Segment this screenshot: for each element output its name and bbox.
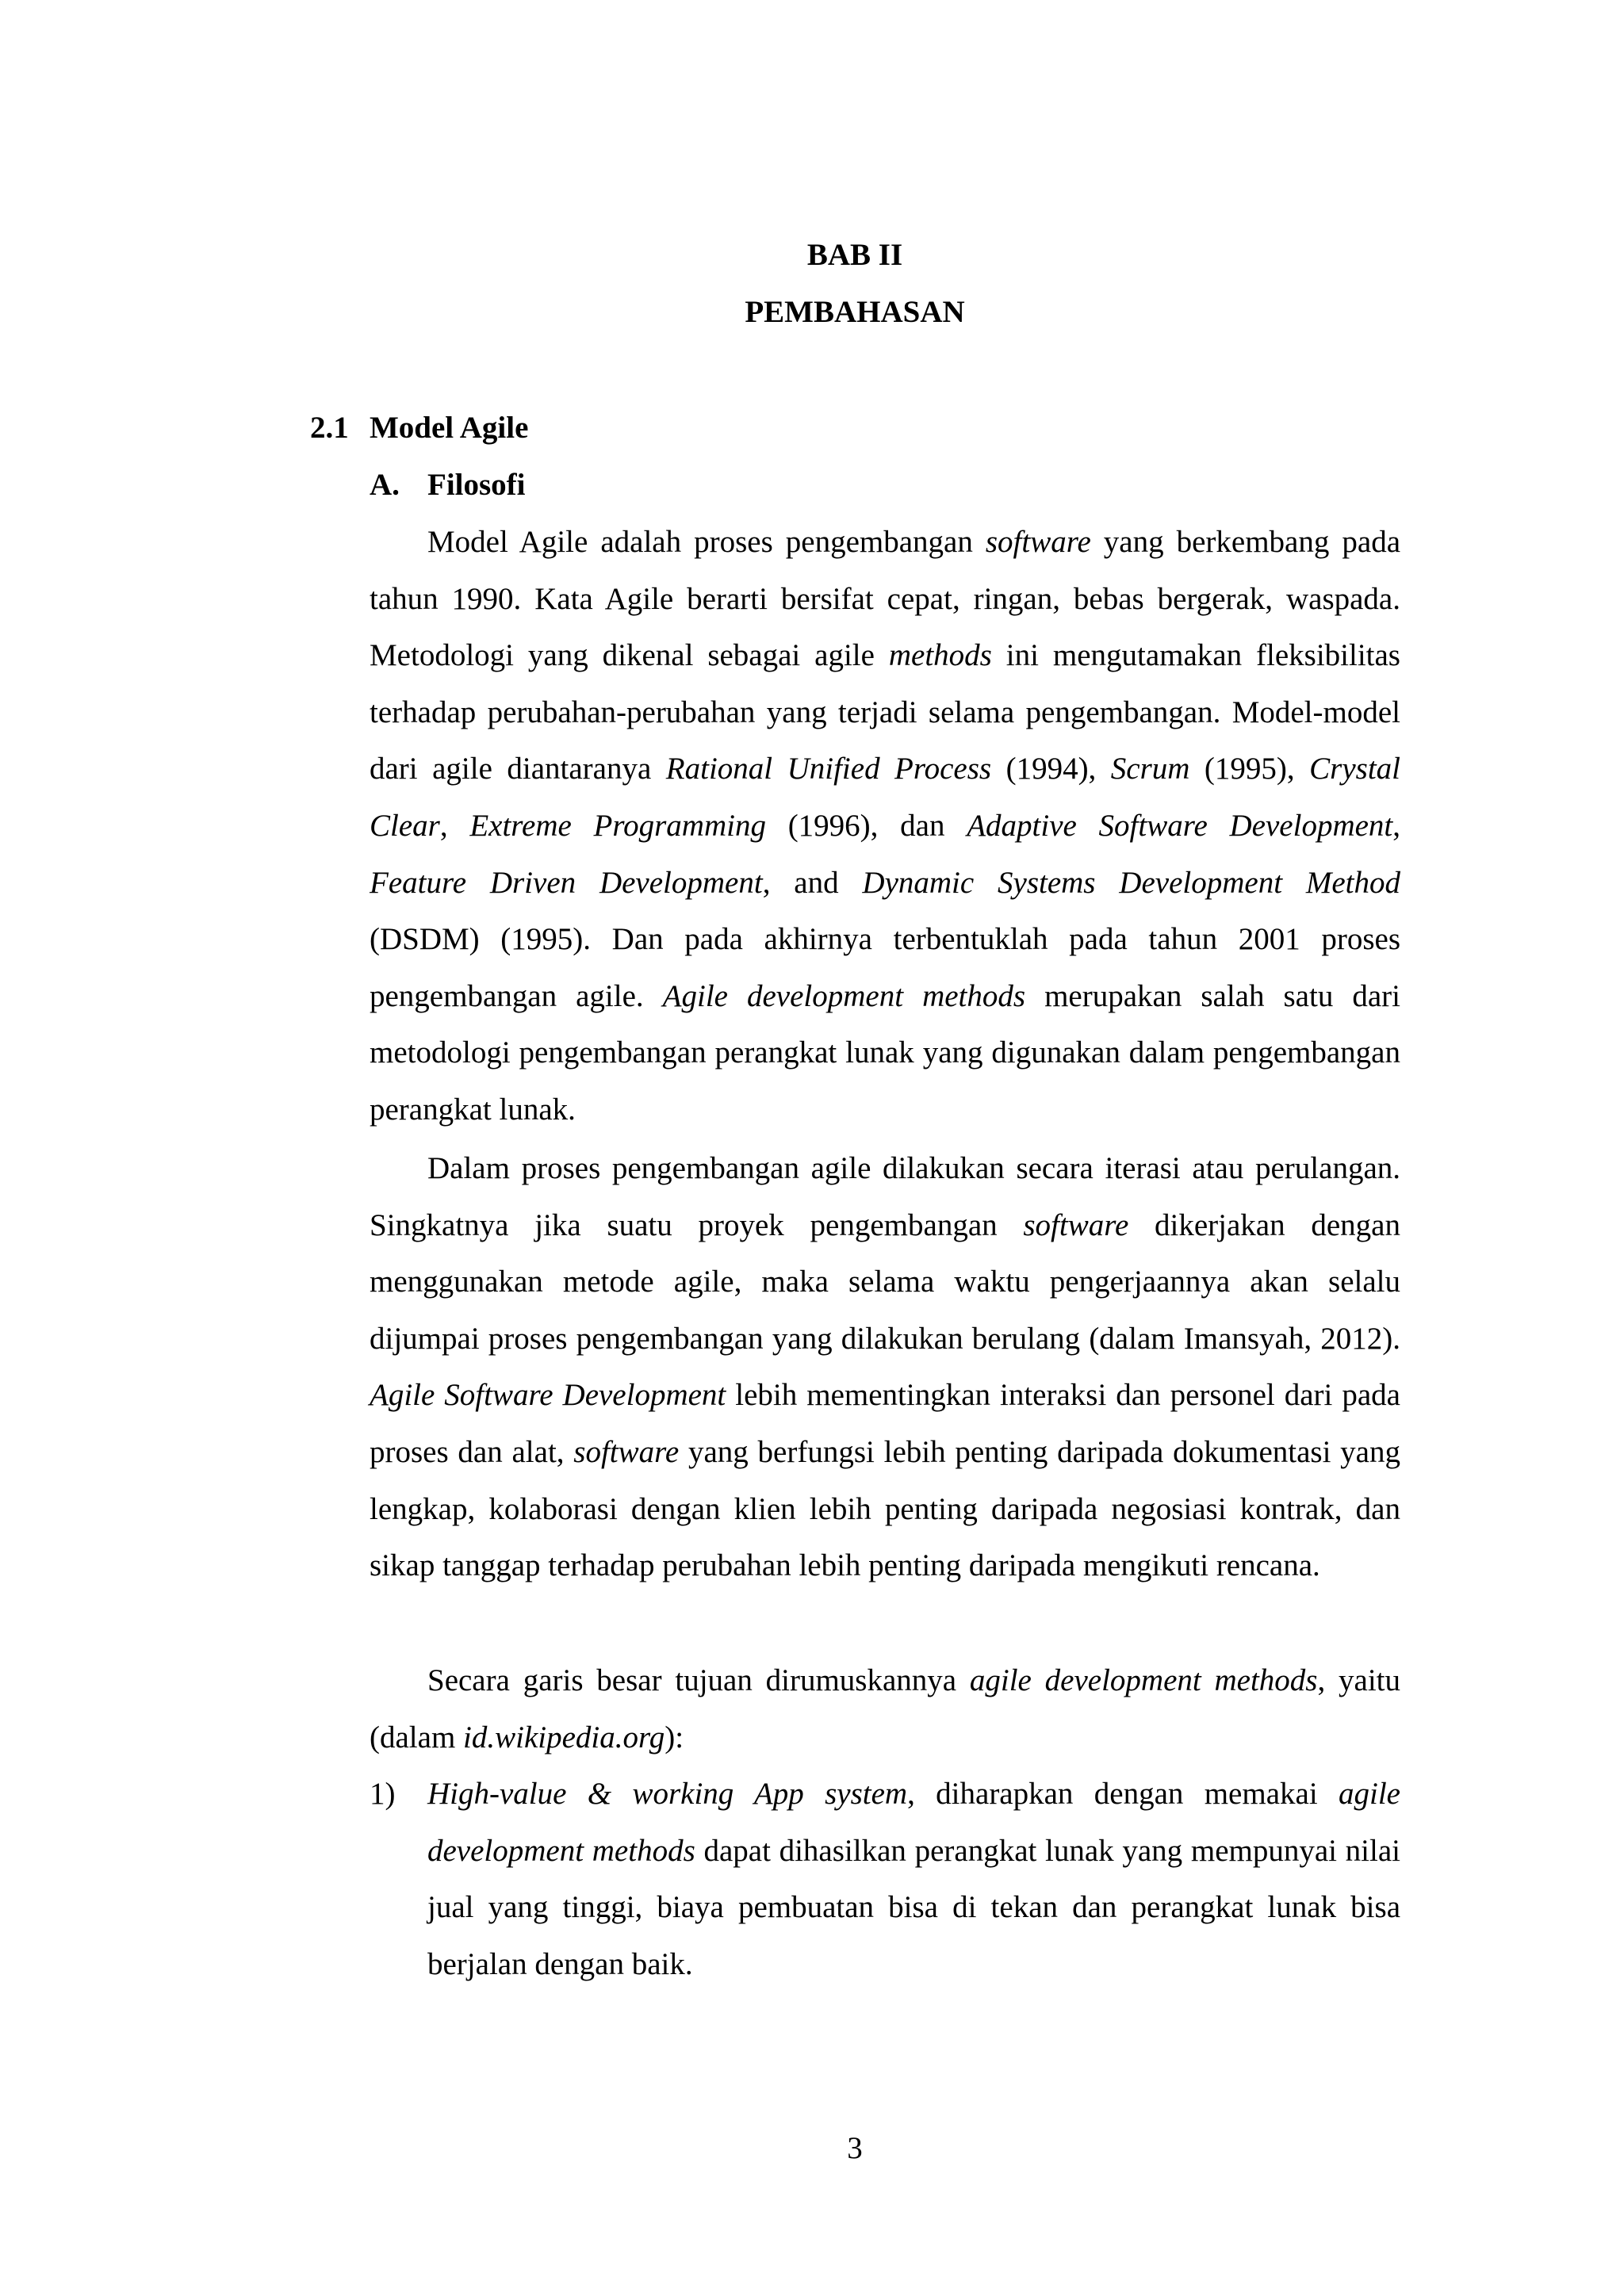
italic-text: software <box>1023 1207 1129 1242</box>
subsection-heading <box>370 457 526 514</box>
text-run: lebih mementingkan interaksi dan personel dari pada proses dan alat, <box>370 1378 1400 1469</box>
italic-text: Crystal Clear <box>370 752 1401 843</box>
text-run: merupakan salah satu dari metodologi pengembangan perangkat lunak yang digunakan dalam pengembangan perangkat lunak. <box>370 978 1400 1127</box>
section-number: 2.1 <box>310 411 349 445</box>
text-run: dikerjakan dengan menggunakan metode agile, maka selama waktu pengerjaannya akan selalu dijumpai proses pengembangan yang dilakukan berulang (dalam Imansyah, 2012). <box>370 1207 1400 1356</box>
text-run: dapat dihasilkan perangkat lunak yang mempunyai nilai jual yang tinggi, biaya pembuatan bisa di tekan dan perangkat lunak bisa berjalan dengan baik. <box>427 1833 1400 1981</box>
italic-text: Dynamic Systems Development Method <box>862 865 1401 900</box>
italic-text: Adaptive Software Development <box>967 808 1393 843</box>
paragraph-2 <box>370 1140 1400 1594</box>
text-run: , <box>1392 808 1400 843</box>
text-run: Secara garis besar tujuan dirumuskannya <box>427 1663 970 1697</box>
italic-text: methods <box>888 638 992 673</box>
page-number: 3 <box>847 2131 863 2165</box>
list-marker: 1) <box>370 1777 396 1811</box>
italic-text: High-value & working App system <box>427 1777 908 1811</box>
chapter-title: PEMBAHASAN <box>745 295 965 329</box>
subsection-title: Filosofi <box>427 468 526 502</box>
chapter-label: BAB II <box>806 238 903 272</box>
text-run: ini mengutamakan fleksibilitas terhadap perubahan-perubahan yang terjadi selama pengembangan. Model-model dari agile diantaranya <box>370 638 1400 786</box>
text-run: , <box>439 808 470 843</box>
subsection-letter: A. <box>370 468 400 502</box>
italic-text: Extreme Programming <box>469 808 766 843</box>
text-run: , yaitu (dalam <box>370 1663 1401 1755</box>
italic-text: software <box>985 525 1091 559</box>
section-title: Model Agile <box>370 411 529 445</box>
text-run: , diharapkan dengan memakai <box>907 1777 1339 1811</box>
paragraph-1 <box>370 514 1400 1138</box>
list-item-body <box>427 1766 1400 1992</box>
paragraph-3 <box>370 1652 1400 1766</box>
text-run: yang berfungsi lebih penting daripada dokumentasi yang lengkap, kolaborasi dengan klien lebih penting daripada negosiasi kontrak, dan sikap tanggap terhadap perubahan lebih penting daripada mengikuti rencana. <box>370 1434 1400 1583</box>
text-run: ): <box>665 1720 684 1755</box>
section-heading <box>310 400 528 457</box>
italic-text: Rational Unified Process <box>665 752 992 786</box>
text-run: , and <box>762 865 863 900</box>
text-run: (DSDM) (1995). Dan pada akhirnya terbentuklah pada tahun 2001 proses pengembangan agile. <box>370 922 1400 1013</box>
italic-text: Agile development methods <box>662 978 1026 1013</box>
text-run: yang berkembang pada tahun 1990. Kata Agile berarti bersifat cepat, ringan, bebas bergerak, waspada. Metodologi yang dikenal sebagai agile <box>370 525 1400 673</box>
italic-text: agile development methods <box>427 1777 1400 1868</box>
italic-text: Agile Software Development <box>370 1378 726 1413</box>
list-item-1 <box>370 1766 1400 1992</box>
text-run: Model Agile adalah proses pengembangan <box>427 525 986 559</box>
text-run: Dalam proses pengembangan agile dilakukan secara iterasi atau perulangan. Singkatnya jika suatu proyek pengembangan <box>370 1151 1400 1242</box>
text-run: (1996), dan <box>765 808 967 843</box>
italic-text: Feature Driven Development <box>370 865 763 900</box>
text-run: (1995), <box>1189 752 1310 786</box>
italic-text: software <box>573 1434 680 1469</box>
italic-text: agile development methods <box>969 1663 1318 1697</box>
italic-text: Scrum <box>1110 752 1190 786</box>
italic-text: id.wikipedia.org <box>463 1720 665 1755</box>
text-run: (1994), <box>991 752 1111 786</box>
